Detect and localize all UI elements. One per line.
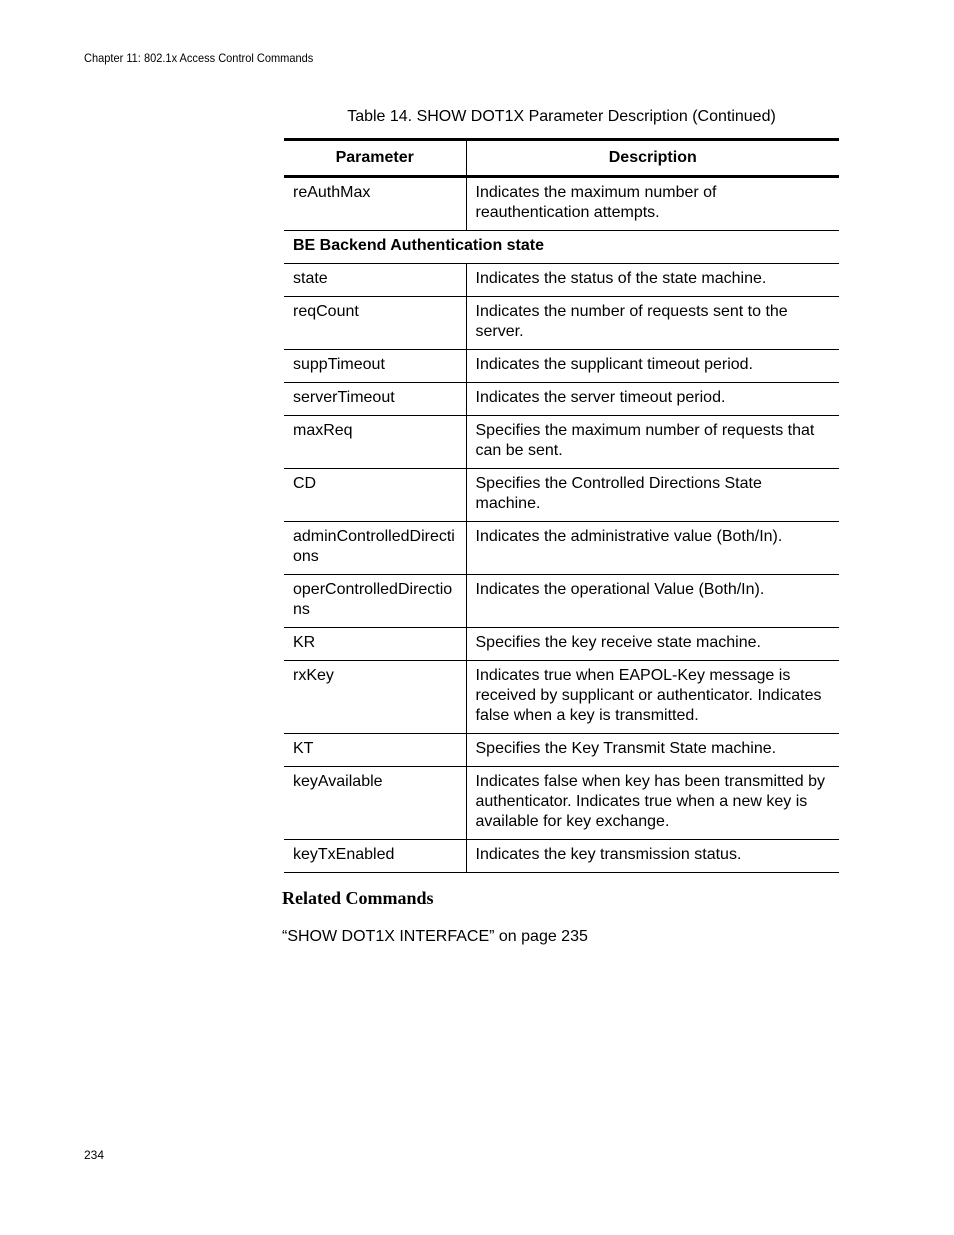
table-row [284, 264, 839, 297]
table-row [284, 297, 839, 350]
table-row [284, 840, 839, 873]
description-cell: Indicates false when key has been transmitted by authenticator. Indicates true when a new key is available for key exchange. [466, 767, 839, 840]
description-cell: Specifies the Key Transmit State machine. [466, 734, 839, 767]
parameter-cell: serverTimeout [284, 383, 466, 416]
parameter-cell: keyAvailable [284, 767, 466, 840]
column-header-parameter: Parameter [284, 140, 466, 177]
parameter-cell: maxReq [284, 416, 466, 469]
table-row [284, 734, 839, 767]
table-row [284, 469, 839, 522]
description-cell: Specifies the maximum number of requests that can be sent. [466, 416, 839, 469]
table-row [284, 575, 839, 628]
description-cell: Indicates the key transmission status. [466, 840, 839, 873]
description-cell: Indicates the status of the state machine. [466, 264, 839, 297]
table-row [284, 416, 839, 469]
parameter-cell: adminControlledDirections [284, 522, 466, 575]
parameter-cell: state [284, 264, 466, 297]
running-header: Chapter 11: 802.1x Access Control Commands [84, 51, 314, 65]
parameter-cell: keyTxEnabled [284, 840, 466, 873]
parameter-cell: reqCount [284, 297, 466, 350]
table-row [284, 383, 839, 416]
parameter-cell: operControlledDirections [284, 575, 466, 628]
description-cell: Specifies the Controlled Directions State machine. [466, 469, 839, 522]
table-header-row [284, 140, 839, 177]
parameter-cell: KR [284, 628, 466, 661]
description-cell: Indicates the supplicant timeout period. [466, 350, 839, 383]
description-cell: Indicates true when EAPOL-Key message is received by supplicant or authenticator. Indicates false when a key is transmitted. [466, 661, 839, 734]
table-row [284, 350, 839, 383]
parameter-cell: rxKey [284, 661, 466, 734]
description-cell: Indicates the number of requests sent to the server. [466, 297, 839, 350]
table-row [284, 628, 839, 661]
related-command-link[interactable]: “SHOW DOT1X INTERFACE” on page 235 [282, 928, 588, 945]
description-cell: Indicates the maximum number of reauthentication attempts. [466, 177, 839, 231]
table-row [284, 767, 839, 840]
column-header-description: Description [466, 140, 839, 177]
page-number: 234 [84, 1148, 105, 1162]
section-heading-cell: BE Backend Authentication state [284, 231, 839, 264]
description-cell: Indicates the server timeout period. [466, 383, 839, 416]
description-cell: Specifies the key receive state machine. [466, 628, 839, 661]
parameter-table [284, 138, 839, 873]
description-cell: Indicates the operational Value (Both/In). [466, 575, 839, 628]
related-commands-heading: Related Commands [282, 888, 434, 908]
table-row [284, 661, 839, 734]
parameter-cell: KT [284, 734, 466, 767]
table-row [284, 522, 839, 575]
table-row [284, 177, 839, 231]
parameter-cell: reAuthMax [284, 177, 466, 231]
table-caption: Table 14. SHOW DOT1X Parameter Description (Continued) [347, 108, 776, 125]
parameter-cell: CD [284, 469, 466, 522]
section-row [284, 231, 839, 264]
description-cell: Indicates the administrative value (Both/In). [466, 522, 839, 575]
parameter-cell: suppTimeout [284, 350, 466, 383]
